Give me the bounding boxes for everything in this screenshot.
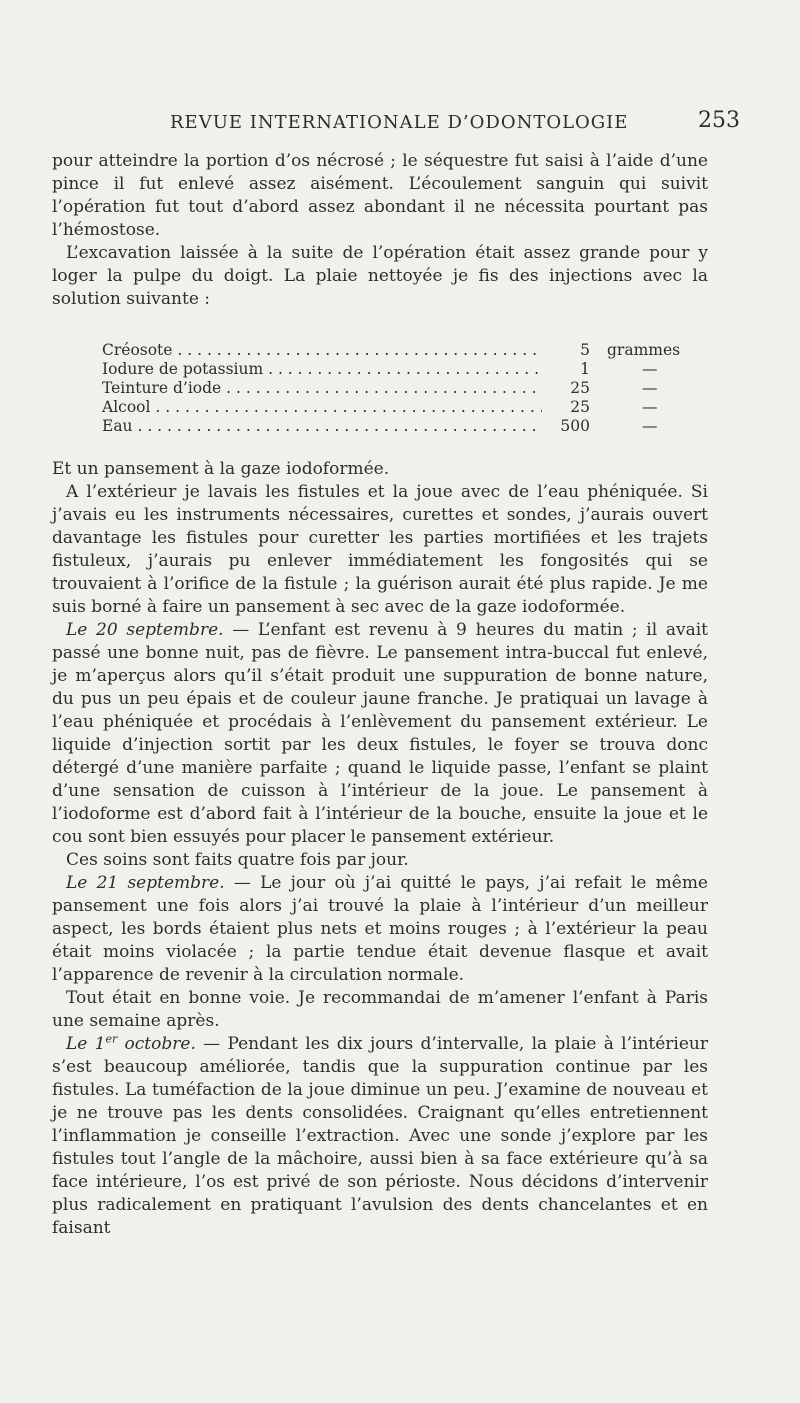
dated-entry [52,1033,708,1240]
paragraph: A l’extérieur je lavais les fistules et la joue avec de l’eau phéniquée. Si j’avais eu les instruments nécessaires, curettes et sondes, j’aurais ouvert davantage les fistules pour curetter les parties mortifiées et les trajets fistuleux, j’aurais pu enlever immédiatement les fongosités qui se trouvaient à l’orifice de la fistule ; la guérison aurait été plus rapide. Je me suis borné à faire un pansement à sec avec de la gaze iodoformée. [52,482,708,617]
entry-text: — L’enfant est revenu à 9 heures du matin ; il avait passé une bonne nuit, pas de fièvre. Le pansement intra-buccal fut enlevé, je m’aperçus alors qu’il s’était produit une suppuration de bonne nature, du pus un peu épais et de couleur jaune franche. Je pratiquai un lavage à l’eau phéniquée et procédais à l’enlèvement du pansement extérieur. Le liquide d’injection sortit par les deux fistules, le foyer se trouva donc détergé d’une manière parfaite ; quand le liquide passe, l’enfant se plaint d’une sensation de cuisson à l’intérieur de la joue. Le pansement à l’iodoforme est d’abord fait à l’intérieur de la bouche, ensuite la joue et le cou sont bien essuyés pour placer le pansement extérieur. [52,620,708,847]
page-number: 253 [698,108,740,133]
entry-date [66,1034,196,1054]
paragraph: L’excavation laissée à la suite de l’opération était assez grande pour y loger la pulpe du doigt. La plaie nettoyée je fis des injections avec la solution suivante : [52,243,708,309]
ingredient-name: Créosote . . . [102,341,542,360]
paragraph: Ces soins sont faits quatre fois par jour. [66,850,409,870]
ingredient-unit: grammes [607,341,681,359]
ingredient-unit: — [642,398,658,416]
paragraph: Et un pansement à la gaze iodoformée. [52,459,390,479]
ingredient-quantity: 1 [580,360,590,378]
entry-date-superscript: er [105,1032,118,1046]
ingredient-name: Eau . . . [102,417,542,436]
entry-text: — Le jour où j’ai quitté le pays, j’ai refait le même pansement une fois alors j’ai trouvé la plaie à l’intérieur d’un meilleur aspect, les bords étaient plus nets et moins rouges ; à l’extérieur la peau était moins violacée ; la partie tendue était devenue flasque et avait l’apparence de revenir à la circulation normale. [52,873,708,985]
ingredient-quantity: 500 [560,417,590,435]
prescription-row [102,379,692,398]
ingredient-name: Alcool . . . [102,398,542,417]
ingredient-quantity: 25 [570,379,590,397]
dated-entry [52,619,708,849]
entry-date: Le 20 septembre. [66,620,224,640]
prescription-row [102,341,692,360]
entry-date-prefix: Le 1 [66,1034,106,1054]
ingredient-unit: — [642,417,658,435]
entry-date-suffix: octobre. [117,1034,196,1054]
entry-date: Le 21 septembre. [66,873,225,893]
paragraph: pour atteindre la portion d’os nécrosé ; le séquestre fut saisi à l’aide d’une pince il fut enlevé assez aisément. L’écoulement sanguin qui suivit l’opération fut tout d’abord assez abondant il ne nécessita pourtant pas l’hémostose. [52,151,708,240]
prescription-row [102,398,692,417]
paragraph: Tout était en bonne voie. Je recommandai de m’amener l’enfant à Paris une semaine après. [52,988,708,1031]
prescription-table [102,341,692,436]
ingredient-name: Iodure de potassium . . . [102,360,542,379]
ingredient-unit: — [642,360,658,378]
prescription-row [102,417,692,436]
prescription-row [102,360,692,379]
dated-entry [52,872,708,987]
ingredient-quantity: 25 [570,398,590,416]
ingredient-quantity: 5 [580,341,590,359]
article-body [52,150,708,1240]
ingredient-unit: — [642,379,658,397]
entry-text: — Pendant les dix jours d’intervalle, la plaie à l’intérieur s’est beaucoup améliorée, tandis que la suppuration continue par les fistules. La tuméfaction de la joue diminue un peu. J’examine de nouveau et je ne trouve pas les dents consolidées. Craignant qu’elles entretiennent l’inflammation je conseille l’extraction. Avec une sonde j’explore par les fistules tout l’angle de la mâchoire, aussi bien à sa face extérieure qu’à sa face intérieure, l’os est privé de son périoste. Nous décidons d’intervenir plus radicalement en pratiquant l’avulsion des dents chancelantes et en faisant [52,1034,708,1238]
ingredient-name: Teinture d’iode . . . [102,379,542,398]
journal-title: REVUE INTERNATIONALE D’ODONTOLOGIE [170,112,629,133]
